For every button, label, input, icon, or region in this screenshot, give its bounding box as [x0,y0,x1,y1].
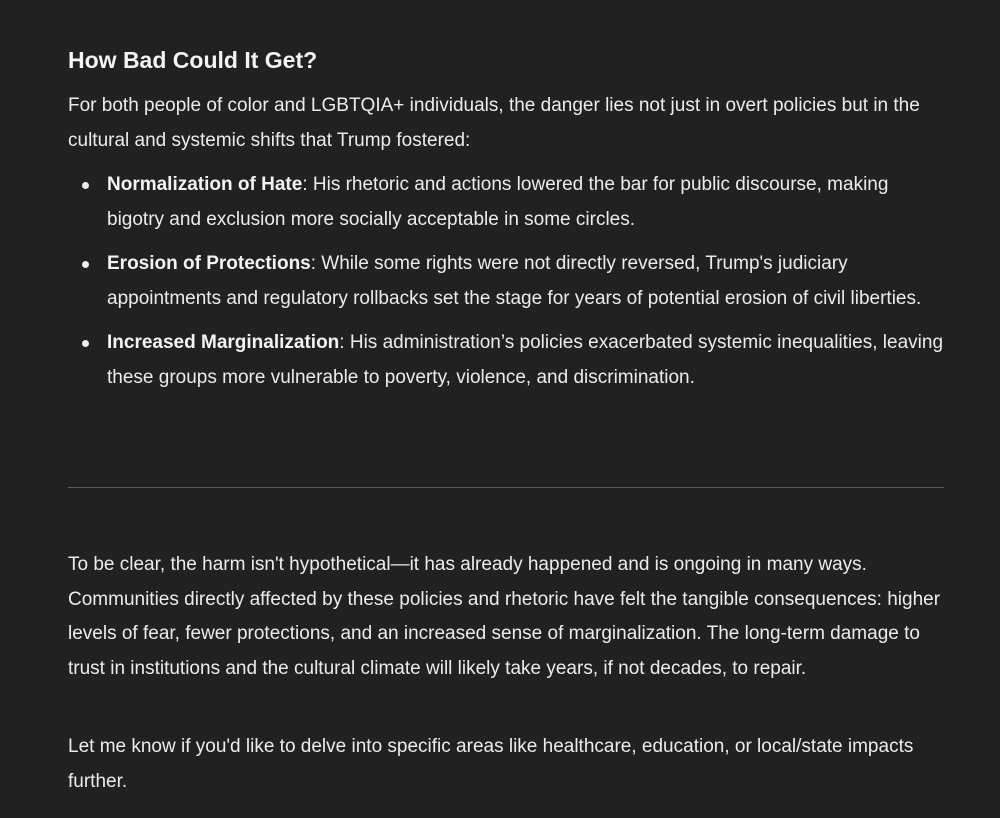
bullet-icon [82,261,89,268]
list-item-text: : His administration’s policies exacerbated systemic inequalities, leaving these groups more vulnerable to poverty, violence, and discrimination. [107,332,944,388]
section-intro-paragraph: For both people of color and LGBTQIA+ individuals, the danger lies not just in overt policies but in the cultural and systemic shifts that Trump fostered: [68,95,920,151]
horizontal-divider [68,487,944,488]
section-heading: How Bad Could It Get? [68,47,318,73]
list-item [68,247,944,316]
bullet-icon [82,340,89,347]
list-item-term: Erosion of Protections [107,253,311,274]
list-item-term: Normalization of Hate [107,174,303,195]
follow-up-paragraph: Let me know if you'd like to delve into specific areas like healthcare, education, or local/state impacts further. [68,736,914,792]
list-item [68,168,944,237]
bullet-icon [82,182,89,189]
list-item [68,326,944,395]
bullet-list [68,168,944,395]
list-item-text: : While some rights were not directly reversed, Trump's judiciary appointments and regulatory rollbacks set the stage for years of potential erosion of civil liberties. [107,253,922,309]
conclusion-paragraph: To be clear, the harm isn't hypothetical—it has already happened and is ongoing in many ways. Communities directly affected by these policies and rhetoric have felt the tangible consequences: higher levels of fear, fewer protections, and an increased sense of marginalization. The long-term damage to trust in institutions and the cultural climate will likely take years, if not decades, to repair. [68,554,941,679]
list-item-text: : His rhetoric and actions lowered the bar for public discourse, making bigotry and exclusion more socially acceptable in some circles. [107,174,889,230]
list-item-term: Increased Marginalization [107,332,340,353]
